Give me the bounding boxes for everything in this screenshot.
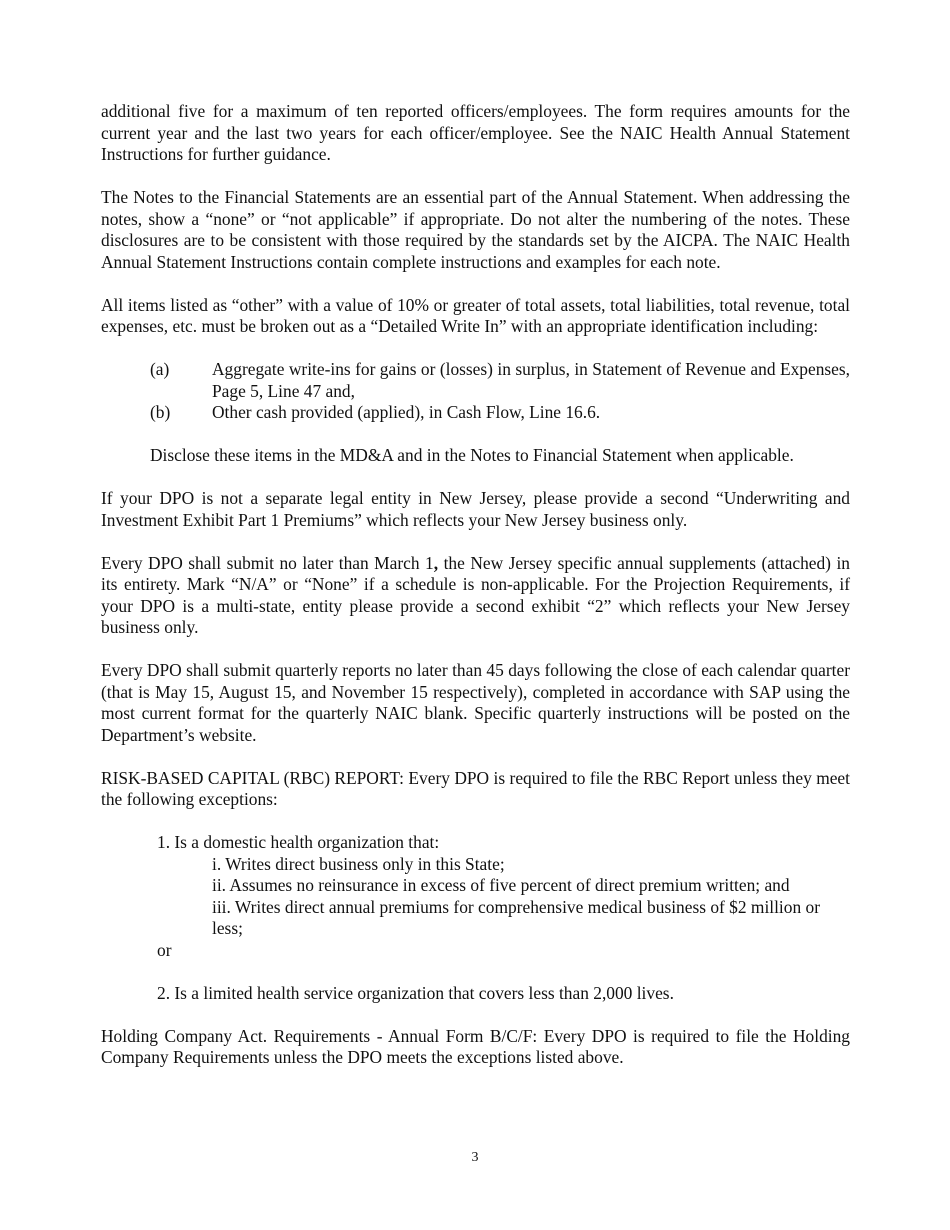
paragraph-quarterly: Every DPO shall submit quarterly reports no later than 45 days following the close of each calendar quarter (that is May 15, August 15, and November 15 respectively), completed in accordance with SAP using the most current format for the quarterly NAIC blank. Specific quarterly instructions will be posted on the Department’s website.	[101, 660, 850, 745]
paragraph-officers: additional five for a maximum of ten reported officers/employees. The form requires amounts for the current year and the last two years for each officer/employee. See the NAIC Health Annual Statement Instructions for further guidance.	[101, 101, 850, 164]
exception-1-i: i. Writes direct business only in this State;	[212, 853, 505, 874]
paragraph-disclose: Disclose these items in the MD&A and in the Notes to Financial Statement when applicable.	[150, 445, 794, 465]
list-text-b: Other cash provided (applied), in Cash Flow, Line 16.6.	[212, 402, 601, 422]
paragraph-annual-supplements	[101, 553, 850, 639]
supplements-text-end: the New Jersey specific annual supplements (attached) in its entirety. Mark “N/A” or “None” if a schedule is non-applicable. For the Projection Requirements, if your DPO is a multi-state, entity please provide a second exhibit “2” which reflects your New Jersey business only.	[101, 552, 850, 637]
paragraph-other-items: All items listed as “other” with a value of 10% or greater of total assets, total liabilities, total revenue, total expenses, etc. must be broken out as a “Detailed Write In” with an appropriate identification including:	[101, 294, 850, 336]
document-page	[101, 101, 850, 1069]
paragraph-notes: The Notes to the Financial Statements are an essential part of the Annual Statement. When addressing the notes, show a “none” or “not applicable” if appropriate. Do not alter the numbering of the notes. These disclosures are to be consistent with those required by the standards set by the AICPA. The NAIC Health Annual Statement Instructions contain complete instructions and examples for each note.	[101, 187, 850, 272]
supplements-text-start: Every DPO shall submit no later than March 1	[101, 552, 434, 573]
list-label-b: (b)	[150, 402, 171, 422]
paragraph-rbc: RISK-BASED CAPITAL (RBC) REPORT: Every DPO is required to file the RBC Report unless they meet the following exceptions:	[101, 767, 850, 809]
supplements-bold-comma: ,	[433, 552, 439, 573]
list-text-a: Aggregate write-ins for gains or (losses) in surplus, in Statement of Revenue and Expenses, Page 5, Line 47 and,	[212, 359, 850, 401]
exception-1-iii: iii. Writes direct annual premiums for comprehensive medical business of $2 million or less;	[212, 896, 820, 938]
paragraph-holding-company: Holding Company Act. Requirements - Annual Form B/C/F: Every DPO is required to file the Holding Company Requirements unless the DPO meets the exceptions listed above.	[101, 1025, 850, 1067]
paragraph-separate-entity: If your DPO is not a separate legal entity in New Jersey, please provide a second “Underwriting and Investment Exhibit Part 1 Premiums” which reflects your New Jersey business only.	[101, 488, 850, 530]
exception-or: or	[157, 939, 172, 960]
list-item-b	[150, 402, 850, 424]
list-label-a: (a)	[150, 359, 170, 379]
exception-2: 2. Is a limited health service organization that covers less than 2,000 lives.	[157, 982, 674, 1003]
page-number: 3	[471, 1150, 479, 1165]
exception-1-ii: ii. Assumes no reinsurance in excess of five percent of direct premium written; and	[212, 875, 790, 895]
exception-1: 1. Is a domestic health organization that:	[157, 832, 440, 852]
list-item-a	[150, 359, 850, 402]
